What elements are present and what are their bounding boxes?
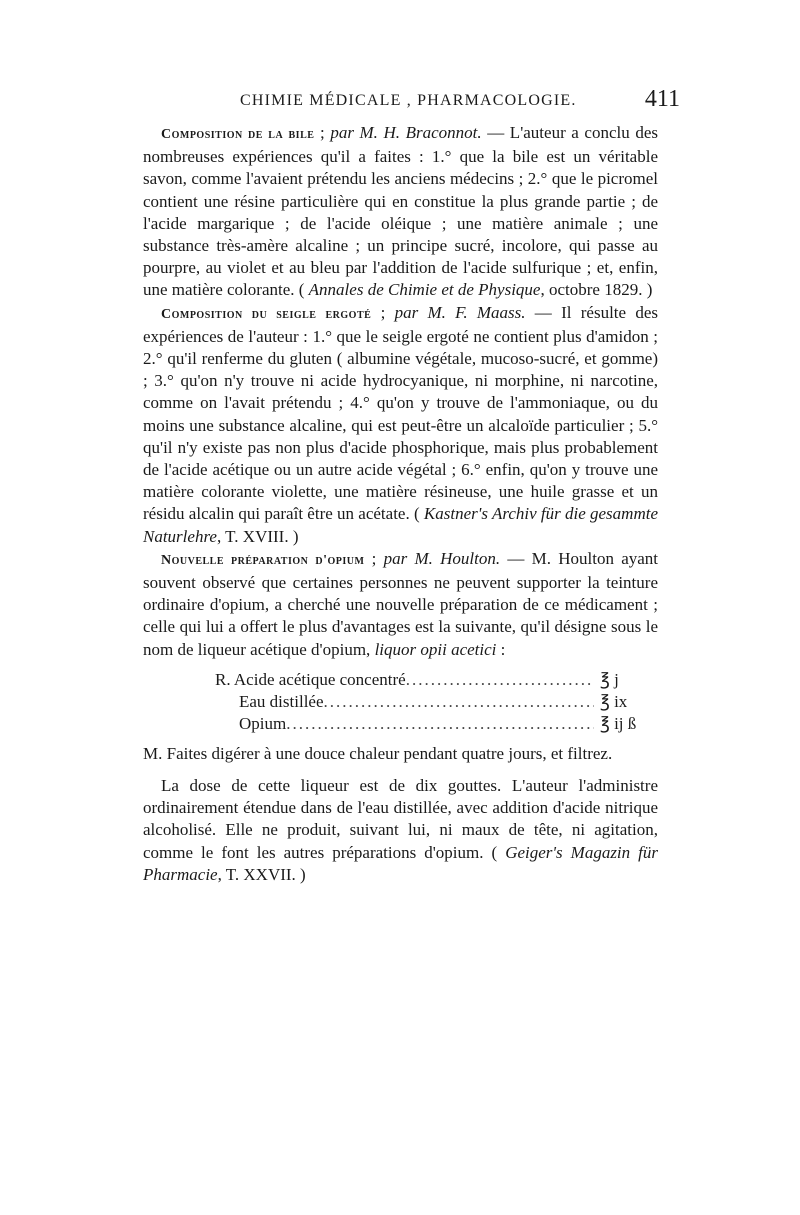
page-body [143,122,658,886]
article-source: Annales de Chimie et de Physique [308,280,541,300]
article-author: par M. H. Braconnot. [330,123,482,142]
article-author: par M. F. Maass. [394,302,526,322]
recipe-instruction: M. Faites digérer à une douce chaleur pendant quatre jours, et filtrez. [143,743,613,763]
article-text: — Il résulte des expériences de l'auteur : 1.° que le seigle ergoté ne contient plus d'amidon ; 2.° qu'il renferme du gluten ( albumine végétale, mucoso-sucré, et gomme) ; 3.° qu'on n'y trouve ni acide hydrocyanique, ni morphine, ni narcotine, comme on l'avait prétendu ; 4.° qu'on y trouve de l'ammoniaque, ou du moins une substance alcaline, qui est peut-être un alcaloïde particulier ; 5.° qu'il n'y existe pas non plus d'acide phosphorique, mais plus probablement de l'acide acétique ou un autre acide végétal ; 6.° enfin, qu'on y trouve une matière colorante violette, une matière résineuse, une huile grasse et un résidu alcalin qui paraît être un acétate. ( [143,302,658,524]
recipe-line [143,669,658,691]
recipe-ingredient: Eau distillée [239,691,324,711]
dot-leader [324,691,594,713]
closing-paragraph [143,775,658,886]
closing-source: Geiger's Magazin für Pharmacie [143,842,659,884]
heading-separator: ; [364,548,384,568]
article-opium [143,548,658,661]
closing-text: La dose de cette liqueur est de dix gouttes. L'auteur l'administre ordinairement étendue dans de l'eau distillée, avec addition d'acide nitrique alcoholisé. Elle ne produit, suivant lui, ni maux de tête, ni agitation, comme le font les autres préparations d'opium. ( [143,776,658,862]
paragraph-gap [143,765,658,775]
dot-leader [286,713,594,735]
article-heading: Nouvelle préparation d'opium [161,552,365,568]
article-heading: Composition du seigle ergoté [161,306,372,322]
article-source-tail: , T. XVIII. ) [216,526,299,546]
article-source-tail: : [496,639,506,659]
closing-source-tail: , T. XXVII. ) [217,864,306,884]
running-title: CHIMIE MÉDICALE , PHARMACOLOGIE. [240,92,577,109]
heading-separator: ; [314,123,331,142]
article-heading: Composition de la bile [161,127,315,142]
article-seigle-ergote [143,302,658,548]
recipe-line [143,713,658,735]
article-author: par M. Houlton. [383,548,501,568]
recipe-quantity: ℥ ij ß [600,713,637,733]
article-source: liquor opii acetici [374,639,497,659]
recipe [143,669,658,735]
recipe-ingredient: Opium [239,713,287,733]
article-source: Kastner's Archiv für die gesammte Naturlehre [143,504,658,546]
recipe-quantity: ℥ ix [600,691,628,711]
article-text: — M. Houlton ayant souvent observé que certaines personnes ne peuvent supporter la teinture ordinaire d'opium, a cherché une nouvelle préparation de ce médicament ; celle qui lui a offert le plus d'avantages est la suivante, qu'il désigne sous le nom de liqueur acétique d'opium, [143,548,659,659]
article-text: — L'auteur a conclu des nombreuses expériences qu'il a faites : 1.° que la bile est un véritable savon, comme l'avaient prétendu les anciens médecins ; 2.° que le picromel contient une résine particulière qui en constitue la plus grande partie ; de l'acide margarique ; de l'acide oléique ; une matière animale ; une substance très-amère alcaline ; un principe sucré, incolore, qui passe au pourpre, au violet et au bleu par l'addition de l'acide sulfurique ; et, enfin, une matière colorante. ( [143,123,658,300]
article-source-tail: , octobre 1829. ) [540,280,653,300]
recipe-line [143,691,658,713]
running-header [240,86,680,112]
article-bile [143,122,658,302]
recipe-quantity: ℥ j [600,669,619,689]
dot-leader [406,669,594,691]
recipe-ingredient: R. Acide acétique concentré [215,669,406,689]
heading-separator: ; [371,302,395,322]
page-number: 411 [644,86,680,112]
